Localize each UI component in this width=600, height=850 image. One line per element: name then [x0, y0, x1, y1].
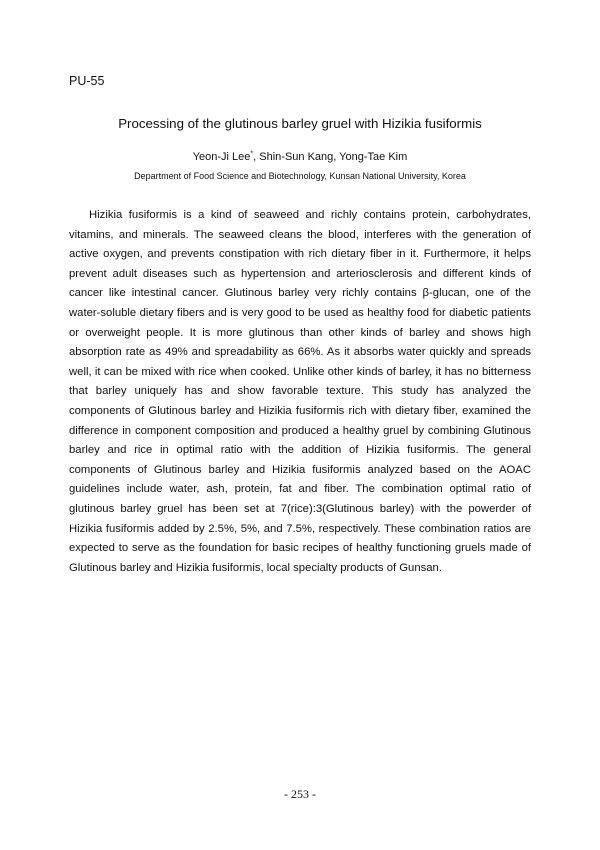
first-author: Yeon-Ji Lee: [192, 151, 251, 163]
author-affiliation: Department of Food Science and Biotechnology, Kunsan National University, Korea: [134, 171, 466, 181]
corresponding-author-mark: *: [250, 150, 254, 158]
abstract-code: PU-55: [69, 74, 105, 88]
paper-title: Processing of the glutinous barley gruel with Hizikia fusiformis: [118, 116, 482, 131]
author-list: [0, 151, 600, 163]
other-authors: , Shin-Sun Kang, Yong-Tae Kim: [253, 151, 408, 163]
page-number: - 253 -: [284, 787, 316, 801]
abstract-body: Hizikia fusiformis is a kind of seaweed and richly contains protein, carbohydrates, vitamins, and minerals. The seaweed cleans the blood, interferes with the generation of active oxygen, and prevents constipation with rich dietary fiber in it. Furthermore, it helps prevent adult diseases such as hypertension and arteriosclerosis and different kinds of cancer like intestinal cancer. Glutinous barley very richly contains β-glucan, one of the water-soluble dietary fibers and is very good to be used as healthy food for diabetic patients or overweight people. It is more glutinous than other kinds of barley and shows high absorption rate as 49% and spreadability as 66%. As it absorbs water quickly and spreads well, it can be mixed with rice when cooked. Unlike other kinds of barley, it has no bitterness that barley uniquely has and show favorable texture. This study has analyzed the components of Glutinous barley and Hizikia fusiformis rich with dietary fiber, examined the difference in component composition and produced a healthy gruel by combining Glutinous barley and rice in optimal ratio with the addition of Hizikia fusiformis. The general components of Glutinous barley and Hizikia fusiformis analyzed based on the AOAC guidelines include water, ash, protein, fat and fiber. The combination optimal ratio of glutinous barley gruel has been set at 7(rice):3(Glutinous barley) with the powerder of Hizikia fusiformis added by 2.5%, 5%, and 7.5%, respectively. These combination ratios are expected to serve as the foundation for basic recipes of healthy functioning gruels made of Glutinous barley and Hizikia fusiformis, local specialty products of Gunsan.: [69, 209, 531, 574]
